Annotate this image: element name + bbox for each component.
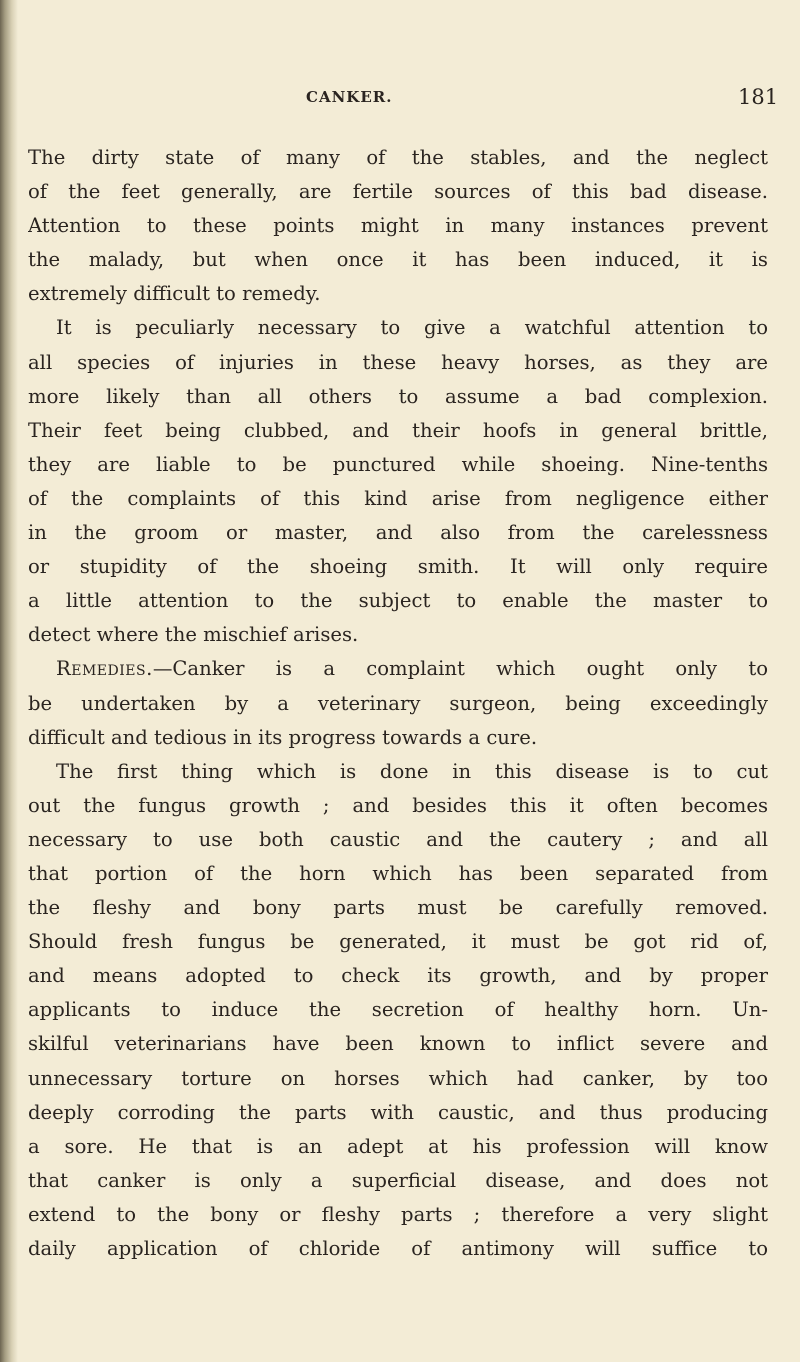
- text-line: applicants to induce the secretion of healthy horn. Un-: [28, 998, 768, 1022]
- text-line: unnecessary torture on horses which had canker, by too: [28, 1066, 768, 1090]
- running-title: CANKER.: [306, 88, 393, 106]
- running-header: [0, 85, 800, 114]
- text-line: detect where the mischief arises.: [28, 623, 359, 647]
- text-line-remainder: —Canker is a complaint which ought only to: [152, 657, 768, 681]
- text-line: or stupidity of the shoeing smith. It will only require: [28, 555, 768, 579]
- text-line: Should fresh fungus be generated, it must be got rid of,: [28, 930, 768, 954]
- text-line: Attention to these points might in many instances prevent: [28, 214, 768, 238]
- text-line: The first thing which is done in this disease is to cut: [56, 759, 768, 783]
- text-line: and means adopted to check its growth, and by proper: [28, 964, 768, 988]
- text-line: of the feet generally, are fertile sources of this bad disease.: [28, 180, 768, 204]
- text-line: more likely than all others to assume a bad complexion.: [28, 384, 768, 408]
- text-line: the fleshy and bony parts must be carefully removed.: [28, 896, 768, 920]
- text-line: out the fungus growth ; and besides this it often becomes: [28, 793, 768, 817]
- remedies-paragraph-line: [28, 652, 768, 686]
- text-line: The dirty state of many of the stables, and the neglect: [28, 146, 768, 169]
- text-line: a sore. He that is an adept at his profession will know: [28, 1134, 768, 1158]
- text-line: deeply corroding the parts with caustic, and thus producing: [28, 1100, 768, 1124]
- text-line: in the groom or master, and also from the carelessness: [28, 521, 768, 545]
- text-line: that portion of the horn which has been separated from: [28, 861, 768, 885]
- text-line: they are liable to be punctured while shoeing. Nine-tenths: [28, 452, 768, 476]
- text-line: be undertaken by a veterinary surgeon, being exceedingly: [28, 691, 768, 715]
- text-line: of the complaints of this kind arise from negligence either: [28, 486, 768, 510]
- text-line: necessary to use both caustic and the cautery ; and all: [28, 827, 768, 851]
- text-line: Their feet being clubbed, and their hoofs in general brittle,: [28, 418, 768, 442]
- body-text: [28, 141, 768, 1266]
- text-line: extremely difficult to remedy.: [28, 282, 321, 306]
- text-line: a little attention to the subject to enable the master to: [28, 589, 768, 613]
- text-line: that canker is only a superficial disease, and does not: [28, 1168, 768, 1192]
- text-line: extend to the bony or fleshy parts ; therefore a very slight: [28, 1202, 768, 1226]
- text-line: It is peculiarly necessary to give a watchful attention to: [56, 316, 768, 340]
- text-line: skilful veterinarians have been known to inflict severe and: [28, 1032, 768, 1056]
- section-heading-remedies: Remedies.: [56, 657, 153, 681]
- text-line: the malady, but when once it has been induced, it is: [28, 248, 768, 272]
- text-line: difficult and tedious in its progress towards a cure.: [28, 725, 538, 749]
- text-line: daily application of chloride of antimony will suffice to: [28, 1237, 768, 1260]
- page-number: 181: [738, 85, 779, 109]
- text-line: all species of injuries in these heavy horses, as they are: [28, 350, 768, 374]
